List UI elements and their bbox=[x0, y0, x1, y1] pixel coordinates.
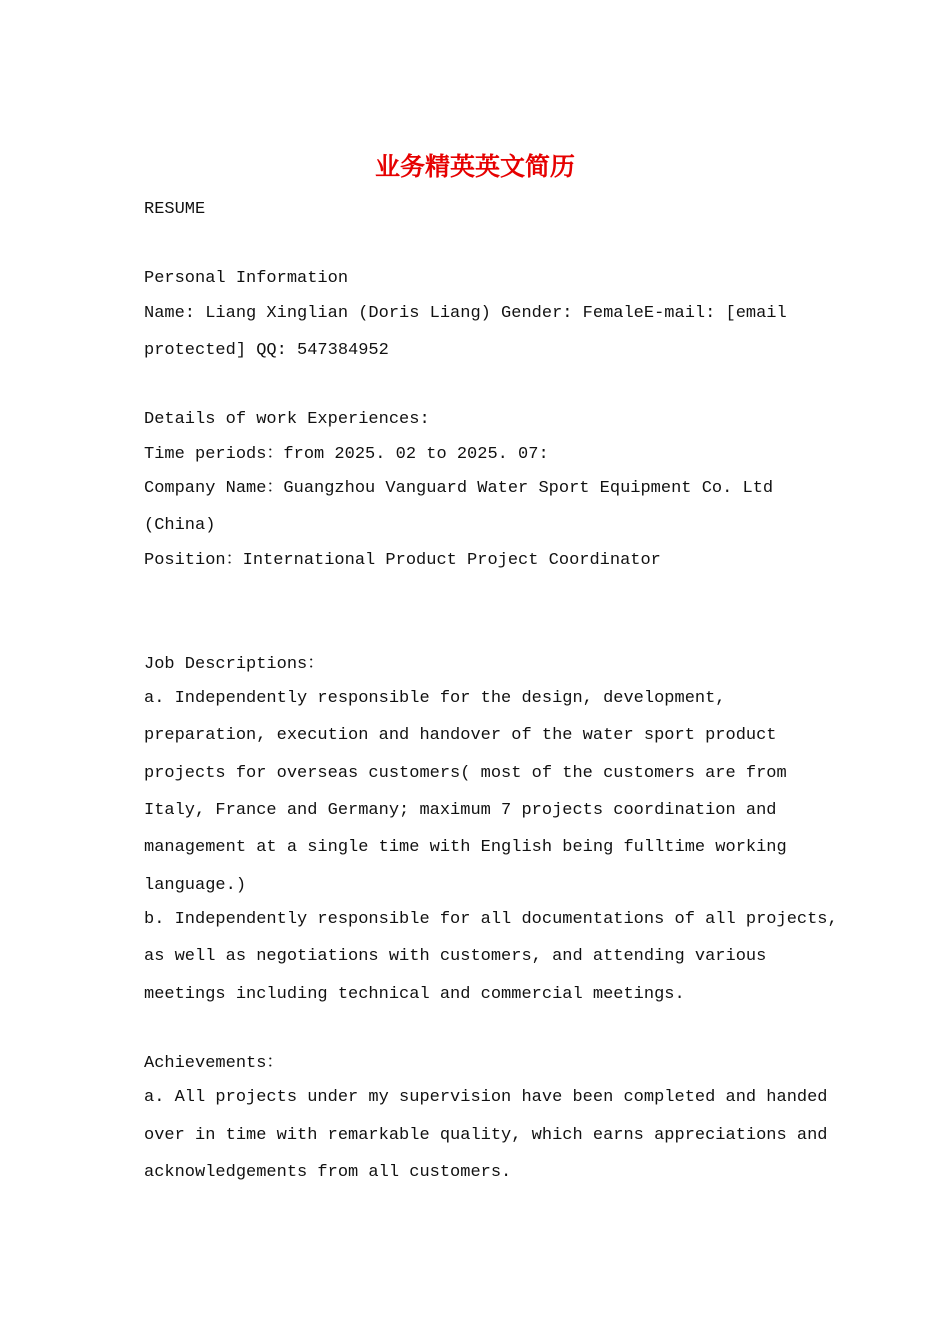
achievement-line: over in time with remarkable quality, which earns appreciations and bbox=[144, 1126, 828, 1145]
job-description-line: b. Independently responsible for all documentations of all projects, bbox=[144, 910, 838, 929]
personal-info-line: Name: Liang Xinglian (Doris Liang) Gender: FemaleE-mail: [email bbox=[144, 304, 787, 323]
work-position: Position：International Product Project Coordinator bbox=[144, 551, 661, 570]
work-heading: Details of work Experiences: bbox=[144, 410, 430, 429]
personal-info-heading: Personal Information bbox=[144, 269, 349, 288]
achievements-heading: Achievements： bbox=[144, 1054, 284, 1073]
job-description-line: as well as negotiations with customers, and attending various bbox=[144, 947, 767, 966]
job-descriptions-heading: Job Descriptions： bbox=[144, 655, 325, 674]
job-description-line: language.) bbox=[144, 876, 247, 895]
job-description-line: projects for overseas customers( most of the customers are from bbox=[144, 764, 787, 783]
work-company: (China) bbox=[144, 516, 216, 535]
achievement-line: acknowledgements from all customers. bbox=[144, 1163, 512, 1182]
job-description-line: management at a single time with English being fulltime working bbox=[144, 838, 787, 857]
work-time-period: Time periods：from 2025. 02 to 2025. 07: bbox=[144, 445, 549, 464]
achievement-line: a. All projects under my supervision have been completed and handed bbox=[144, 1088, 828, 1107]
personal-info-line: protected] QQ: 547384952 bbox=[144, 341, 389, 360]
job-description-line: meetings including technical and commercial meetings. bbox=[144, 985, 685, 1004]
job-description-line: a. Independently responsible for the design, development, bbox=[144, 689, 726, 708]
job-description-line: Italy, France and Germany; maximum 7 projects coordination and bbox=[144, 801, 777, 820]
document-title: 业务精英英文简历 bbox=[374, 152, 575, 181]
work-company: Company Name：Guangzhou Vanguard Water Sport Equipment Co. Ltd bbox=[144, 479, 774, 498]
resume-label: RESUME bbox=[144, 200, 206, 219]
job-description-line: preparation, execution and handover of the water sport product bbox=[144, 726, 777, 745]
